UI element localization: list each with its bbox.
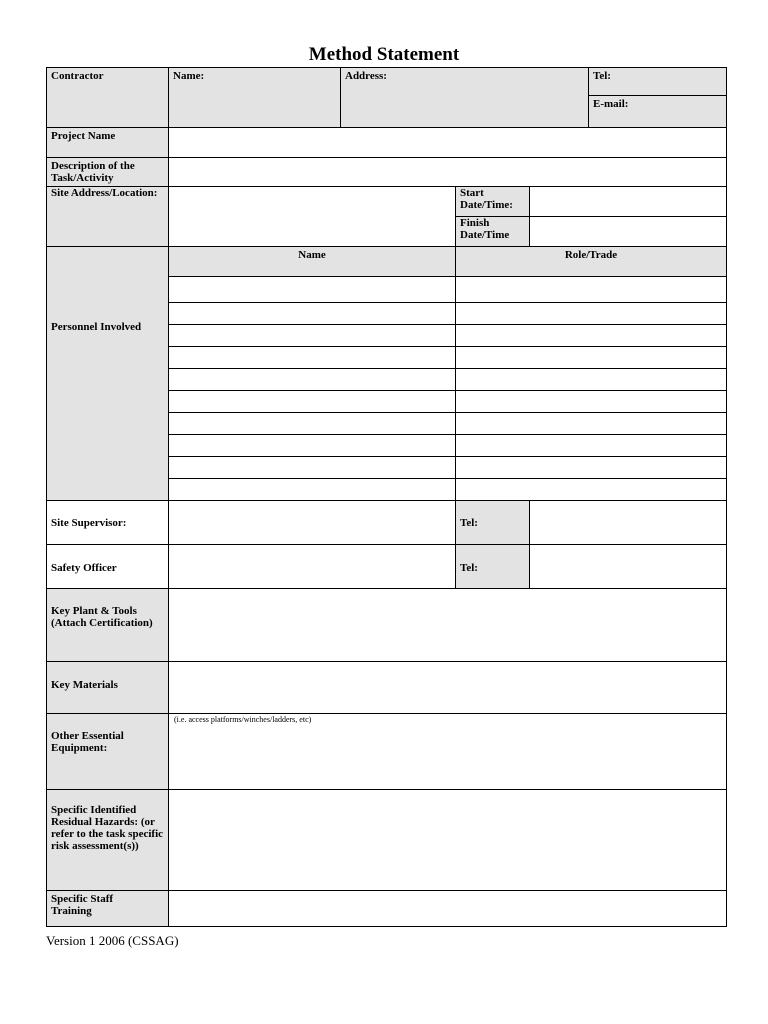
personnel-row-divider	[168, 390, 727, 391]
personnel-name-header	[168, 246, 456, 277]
key-plant-field[interactable]	[168, 588, 727, 662]
description-label-cell	[46, 157, 169, 187]
staff-training-label-cell	[46, 890, 169, 927]
personnel-row-divider	[168, 324, 727, 325]
project-name-label: Project Name	[51, 130, 116, 142]
personnel-row-divider	[168, 302, 727, 303]
hazards-label: Specific Identified Residual Hazards: (or refer to the task specific risk assessment(s))	[51, 804, 164, 852]
contractor-name-field[interactable]	[168, 67, 341, 128]
personnel-row-divider	[168, 434, 727, 435]
safety-officer-field[interactable]	[168, 544, 456, 589]
other-equipment-field[interactable]	[168, 713, 727, 790]
staff-training-field[interactable]	[168, 890, 727, 927]
other-equipment-label: Other Essential Equipment:	[51, 730, 124, 754]
safety-tel-label-cell	[455, 544, 530, 589]
safety-officer-label: Safety Officer	[51, 562, 117, 574]
safety-officer-label-cell	[46, 544, 169, 589]
personnel-role-header	[455, 246, 727, 277]
staff-training-label: Specific Staff Training	[51, 893, 114, 917]
site-supervisor-field[interactable]	[168, 500, 456, 545]
contractor-address-field[interactable]	[340, 67, 589, 128]
other-equipment-hint: (i.e. access platforms/winches/ladders, etc)	[174, 715, 312, 724]
site-address-field[interactable]	[168, 186, 456, 247]
personnel-label-cell	[46, 246, 169, 501]
personnel-name-column[interactable]	[168, 276, 456, 501]
description-label: Description of the Task/Activity	[51, 160, 135, 184]
version-footer: Version 1 2006 (CSSAG)	[46, 933, 179, 948]
personnel-row-divider	[168, 456, 727, 457]
description-field[interactable]	[168, 157, 727, 187]
personnel-label: Personnel Involved	[51, 321, 142, 333]
project-name-field[interactable]	[168, 127, 727, 158]
contractor-label: Contractor	[51, 70, 104, 82]
hazards-label-cell	[46, 789, 169, 891]
key-plant-label: Key Plant & Tools (Attach Certification)	[51, 605, 153, 629]
start-date-field[interactable]	[529, 186, 727, 217]
supervisor-tel-label-cell	[455, 500, 530, 545]
personnel-row-divider	[168, 346, 727, 347]
document-title: Method Statement	[308, 44, 460, 65]
key-materials-label-cell	[46, 661, 169, 714]
key-plant-label-cell	[46, 588, 169, 662]
key-materials-label: Key Materials	[51, 679, 118, 691]
key-materials-field[interactable]	[168, 661, 727, 714]
hazards-field[interactable]	[168, 789, 727, 891]
contractor-email-label: E-mail:	[593, 98, 629, 110]
safety-tel-field[interactable]	[529, 544, 727, 589]
contractor-tel-field[interactable]	[588, 67, 727, 97]
contractor-tel-label: Tel:	[593, 70, 611, 82]
other-equipment-label-cell	[46, 713, 169, 790]
finish-date-label: Finish Date/Time	[460, 217, 510, 241]
site-supervisor-label: Site Supervisor:	[51, 517, 127, 529]
site-supervisor-label-cell	[46, 500, 169, 545]
supervisor-tel-label: Tel:	[460, 517, 478, 529]
personnel-row-divider	[168, 478, 727, 479]
personnel-role-header-label: Role/Trade	[564, 249, 618, 261]
supervisor-tel-field[interactable]	[529, 500, 727, 545]
site-address-label: Site Address/Location:	[51, 187, 158, 199]
contractor-name-label: Name:	[173, 70, 205, 82]
contractor-label-cell	[46, 67, 169, 128]
finish-date-label-cell	[455, 216, 530, 247]
start-date-label: Start Date/Time:	[460, 187, 513, 211]
contractor-address-label: Address:	[345, 70, 387, 82]
start-date-label-cell	[455, 186, 530, 217]
personnel-row-divider	[168, 368, 727, 369]
contractor-email-field[interactable]	[588, 95, 727, 128]
personnel-row-divider	[168, 412, 727, 413]
site-address-label-cell	[46, 186, 169, 247]
finish-date-field[interactable]	[529, 216, 727, 247]
personnel-name-header-label: Name	[298, 249, 326, 261]
safety-tel-label: Tel:	[460, 562, 478, 574]
project-name-label-cell	[46, 127, 169, 158]
personnel-role-column[interactable]	[455, 276, 727, 501]
